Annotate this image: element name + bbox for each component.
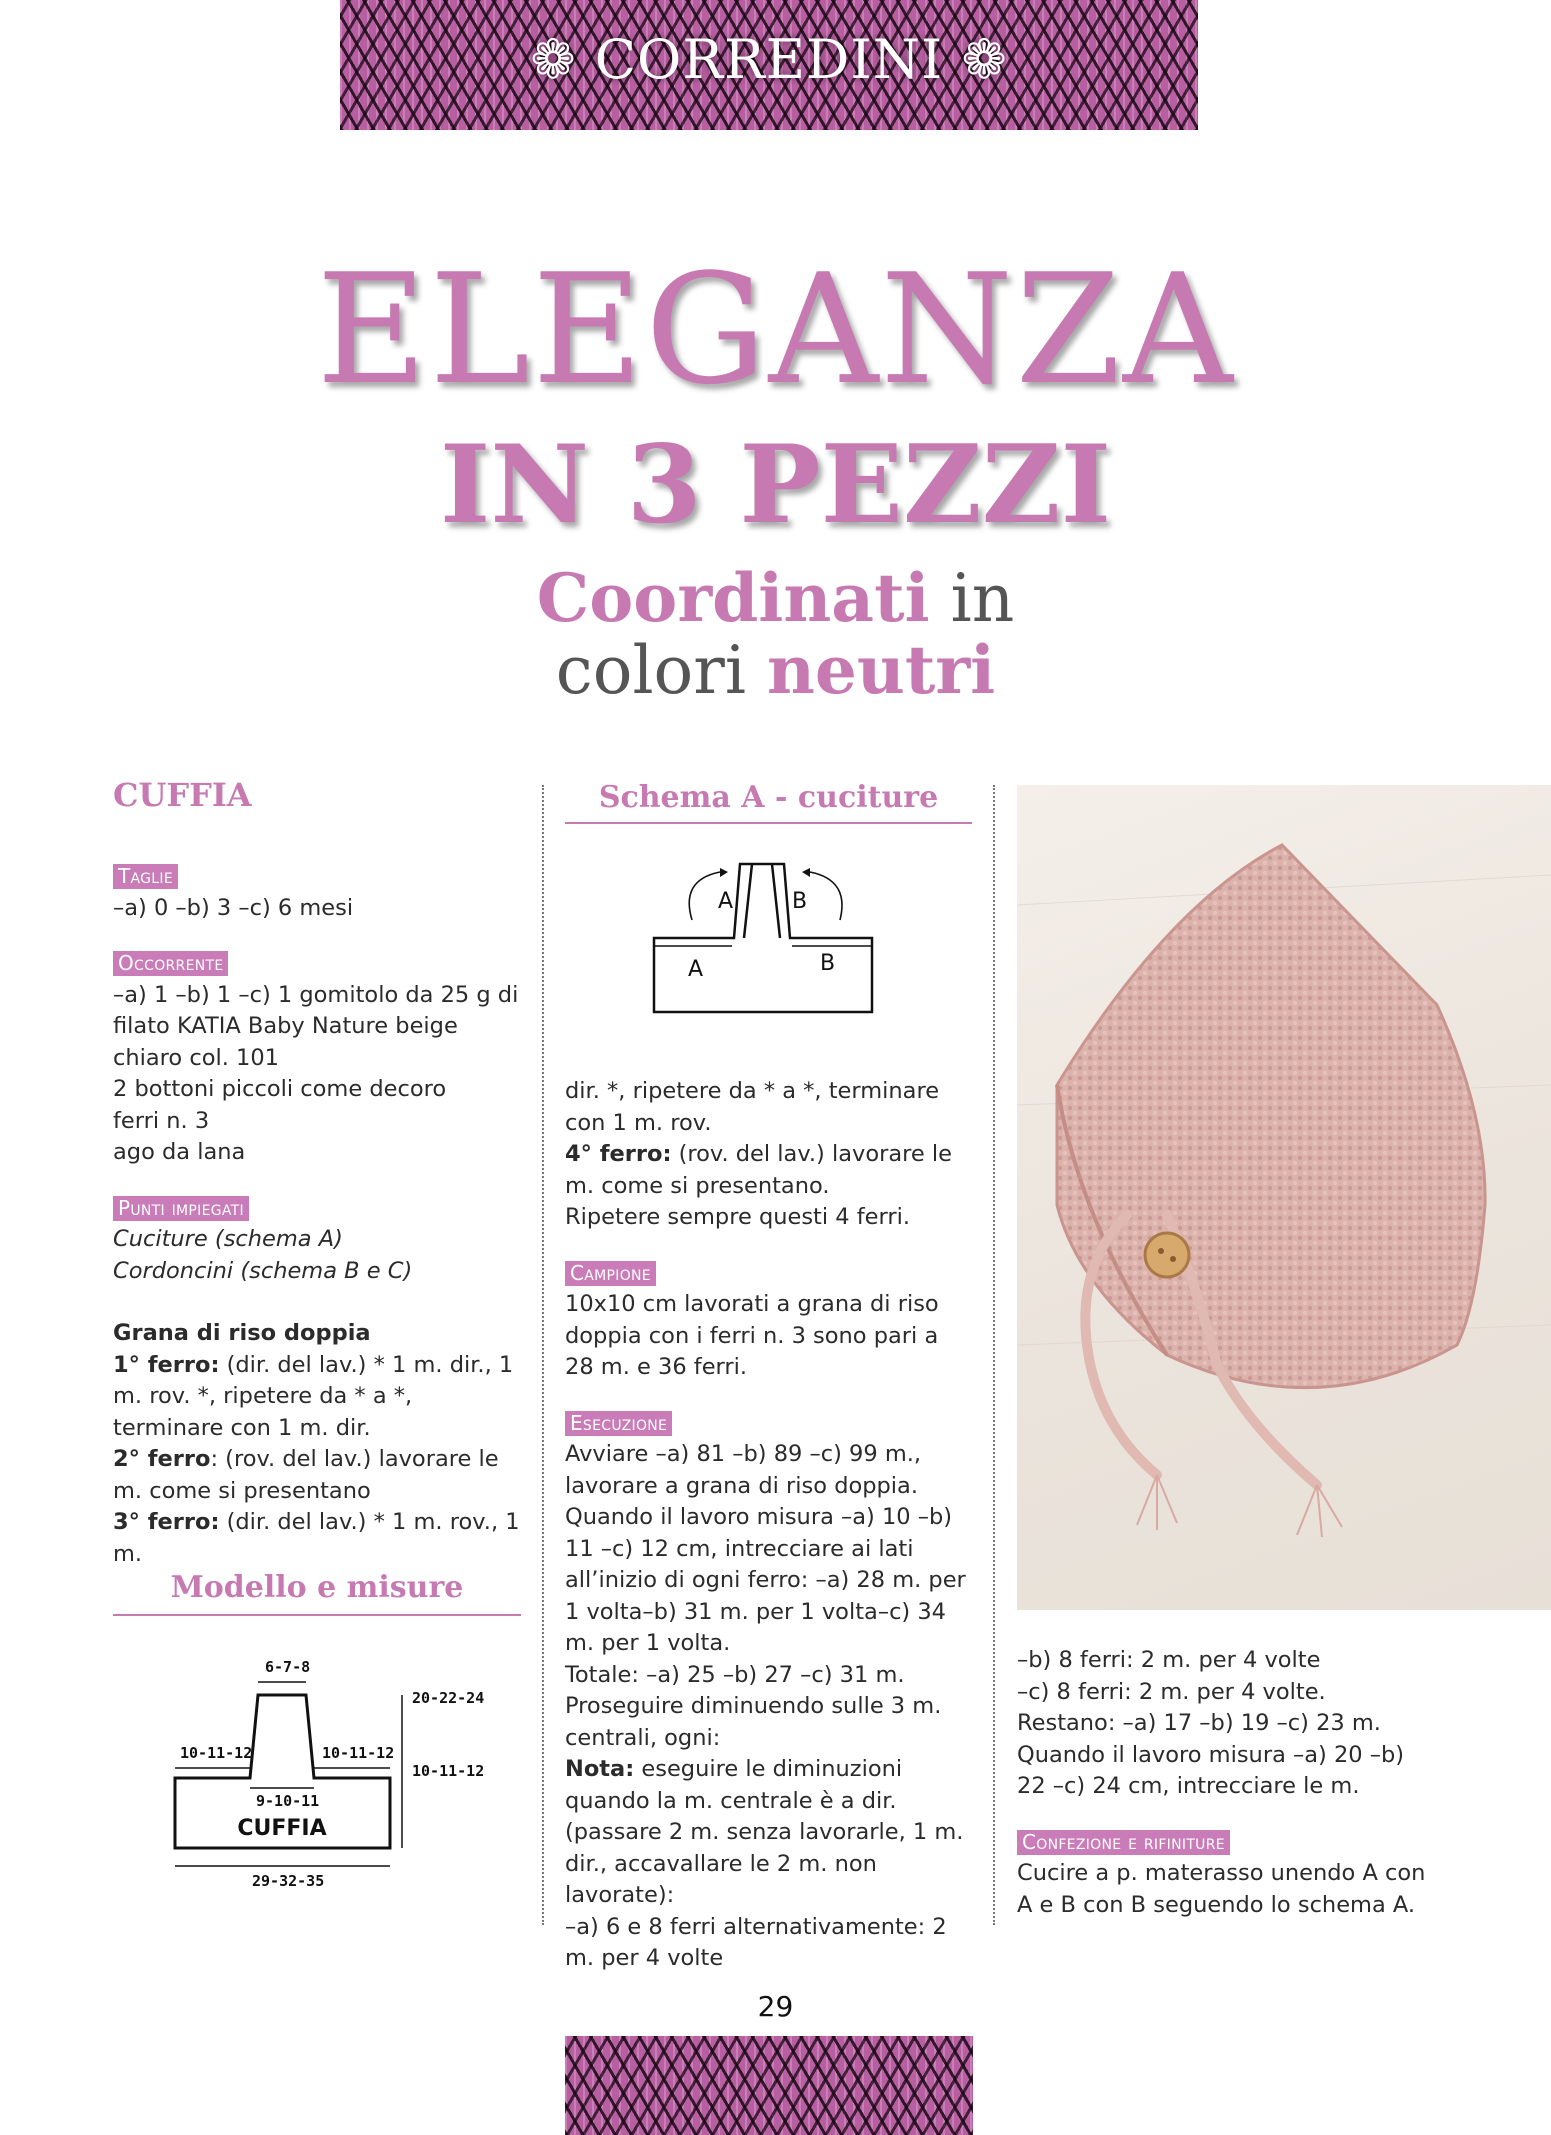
dim-bottom-label: 29-32-35 (252, 1872, 325, 1890)
column-separator-2 (993, 785, 995, 1925)
column-separator-1 (542, 785, 544, 1925)
arrowhead-left (720, 868, 728, 877)
dim-top-label: 6-7-8 (265, 1658, 311, 1676)
row-4: 4° ferro: (rov. del lav.) lavorare le m. come si presentano. (565, 1141, 952, 1199)
column-3 (1017, 1645, 1437, 1921)
col3-cont-3: Restano: –a) 17 –b) 19 –c) 23 m. (1017, 1710, 1381, 1736)
schema-right-slit (772, 864, 780, 938)
occorrente-2: 2 bottoni piccoli come decoro (113, 1076, 447, 1102)
subtitle-neutri: neutri (766, 631, 996, 709)
dim-right-label: 10-11-12 (322, 1744, 395, 1762)
modello-rule (113, 1614, 521, 1616)
tag-occorrente: Occorrente (113, 951, 228, 976)
tag-punti: Punti impiegati (113, 1196, 249, 1221)
schema-heading: Schema A - cuciture (598, 780, 939, 815)
col3-cont-1: –b) 8 ferri: 2 m. per 4 volte (1017, 1647, 1321, 1673)
bonnet-illustration (1017, 785, 1551, 1610)
tag-taglie: Taglie (113, 864, 178, 889)
cont-text-1: dir. *, ripetere da * a *, terminare con 1 m. rov. (565, 1078, 940, 1136)
arrowhead-right (802, 868, 810, 877)
esecuzione-4: Proseguire diminuendo sulle 3 m. centrali, ogni: (565, 1693, 942, 1751)
subtitle-coordinati: Coordinati (536, 559, 930, 637)
row-2: 2° ferro: (rov. del lav.) lavorare le m. come si presentano (113, 1446, 499, 1504)
curve-arrow-left (689, 872, 720, 920)
cuffia-heading: CUFFIA (113, 776, 252, 814)
schema-left-slit (744, 864, 752, 938)
dim-inner-label: 9-10-11 (256, 1792, 320, 1810)
schema-label-b-bottom: B (820, 951, 836, 976)
bonnet-shape (1057, 845, 1485, 1388)
column-1 (113, 775, 521, 1570)
schema-label-b-top: B (792, 889, 808, 914)
row-3: 3° ferro: (dir. del lav.) * 1 m. rov., 1 m. (113, 1509, 520, 1567)
tag-confezione: Confezione e rifiniture (1017, 1830, 1230, 1855)
schema-label-a-bottom: A (688, 957, 704, 982)
schema-a-diagram (640, 850, 900, 1020)
esecuzione-1: Avviare –a) 81 –b) 89 –c) 99 m., lavorare a grana di riso doppia. (565, 1441, 922, 1499)
tag-esecuzione: Esecuzione (565, 1411, 672, 1436)
dim-height-side-label: 10-11-12 (412, 1762, 485, 1780)
schema-outline (654, 864, 872, 1012)
cuffia-diagram (150, 1640, 510, 1900)
subtitle-colori: colori (555, 632, 767, 709)
tag-campione: Campione (565, 1261, 656, 1286)
header-title-wrap (340, 28, 1198, 91)
title-line2: IN 3 PEZZI (439, 422, 1112, 548)
col3-cont-2: –c) 8 ferri: 2 m. per 4 volte. (1017, 1678, 1326, 1705)
col3-cont-4: Quando il lavoro misura –a) 20 –b) 22 –c) 24 cm, intrecciare le m. (1017, 1741, 1405, 1799)
title-line1: ELEGANZA (316, 241, 1235, 418)
column-2 (565, 1076, 973, 1975)
punti-2: Cordoncini (schema B e C) (113, 1257, 413, 1284)
page-number: 29 (757, 1990, 794, 2023)
flower-icon: ❁ (961, 28, 1008, 91)
row-1: 1° ferro: (dir. del lav.) * 1 m. dir., 1 m. rov. *, ripetere da * a *, terminare con 1 m. dir. (113, 1351, 514, 1441)
modello-heading: Modello e misure (170, 1570, 464, 1605)
flower-icon: ❁ (530, 28, 577, 91)
grana-title: Grana di riso doppia (113, 1320, 371, 1346)
bonnet-photo (1017, 785, 1551, 1610)
occorrente-1: –a) 1 –b) 1 –c) 1 gomitolo da 25 g di filato KATIA Baby Nature beige chiaro col. 101 (113, 981, 519, 1071)
taglie-text: –a) 0 –b) 3 –c) 6 mesi (113, 894, 354, 921)
confezione-text: Cucire a p. materasso unendo A con A e B con B seguendo lo schema A. (1017, 1860, 1426, 1918)
esecuzione-2: Quando il lavoro misura –a) 10 –b) 11 –c) 12 cm, intrecciare ai lati all’inizio di ogni ferro: –a) 28 m. per 1 volta–b) 31 m. per 1 volta–c) 34 m. per 1 volta. (565, 1504, 966, 1656)
occorrente-3: ferri n. 3 (113, 1107, 210, 1134)
header-title: CORREDINI (594, 28, 944, 91)
subtitle-line1 (0, 558, 1551, 639)
dim-left-label: 10-11-12 (180, 1744, 253, 1762)
occorrente-4: ago da lana (113, 1139, 246, 1165)
header-band (340, 0, 1198, 130)
diagram-name: CUFFIA (237, 1816, 327, 1841)
esecuzione-5: –a) 6 e 8 ferri alternativamente: 2 m. per 4 volte (565, 1913, 947, 1971)
schema-label-a-top: A (718, 889, 734, 914)
button-icon (1145, 1233, 1189, 1277)
subtitle-in: in (929, 560, 1015, 637)
curve-arrow-right (810, 872, 842, 920)
campione-text: 10x10 cm lavorati a grana di riso doppia con i ferri n. 3 sono pari a 28 m. e 36 ferri. (565, 1291, 939, 1380)
subtitle-line2 (0, 630, 1551, 711)
esecuzione-3: Totale: –a) 25 –b) 27 –c) 31 m. (565, 1661, 905, 1688)
cont-text-2: Ripetere sempre questi 4 ferri. (565, 1204, 911, 1230)
footer-band (565, 2036, 973, 2135)
punti-1: Cuciture (schema A) (113, 1226, 343, 1252)
schema-rule (565, 822, 972, 824)
dim-height-total-label: 20-22-24 (412, 1689, 485, 1707)
nota: Nota: eseguire le diminuzioni quando la m. centrale è a dir. (passare 2 m. senza lavorarle, 1 m. dir., accavallare le 2 m. non lavorate): (565, 1756, 964, 1908)
